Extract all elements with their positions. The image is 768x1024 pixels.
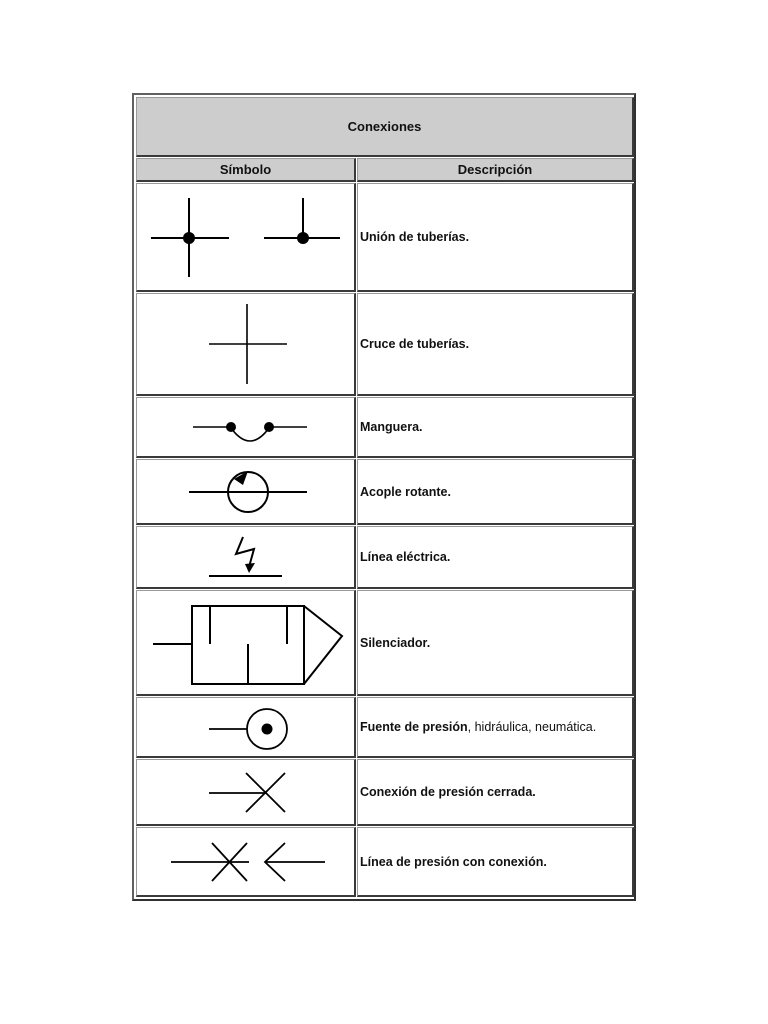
closed-pressure-connection-icon [137, 760, 357, 827]
table-row-description [357, 526, 634, 589]
table-row-symbol [136, 697, 356, 758]
table-row-description [357, 459, 634, 525]
table-row-symbol [136, 293, 356, 396]
table-row-symbol [136, 526, 356, 589]
table-row-symbol [136, 759, 356, 826]
header-symbol: Símbolo [136, 158, 356, 182]
table-row-description [357, 697, 634, 758]
description-text: Línea de presión con conexión. [360, 854, 547, 869]
table-row-description [357, 293, 634, 396]
table-row-description [357, 397, 634, 458]
table-row-symbol [136, 459, 356, 525]
description-text: Manguera. [360, 420, 423, 434]
table-row-symbol [136, 827, 356, 897]
table-title: Conexiones [136, 97, 634, 157]
description-text: Cruce de tuberías. [360, 337, 470, 351]
table-row-symbol [136, 590, 356, 696]
rotary-coupling-icon [137, 460, 357, 526]
description-text: Fuente de presión [360, 720, 468, 734]
hose-icon [137, 398, 357, 459]
description-text: Silenciador. [360, 635, 431, 650]
pressure-line-connection-icon [137, 828, 357, 898]
pipe-crossing-icon [137, 294, 357, 397]
table-row-description [357, 827, 634, 897]
connections-table [132, 93, 636, 901]
header-description: Descripción [357, 158, 634, 182]
pressure-source-icon [137, 698, 357, 759]
description-text: Unión de tuberías. [360, 230, 470, 244]
description-text: Acople rotante. [360, 484, 451, 499]
electric-line-icon [137, 527, 357, 590]
table-row-description [357, 759, 634, 826]
description-text: Línea eléctrica. [360, 550, 451, 564]
description-extra-text: , hidráulica, neumática. [467, 720, 597, 734]
silencer-icon [137, 591, 357, 697]
table-row-symbol [136, 397, 356, 458]
table-row-description [357, 183, 634, 292]
description-text: Conexión de presión cerrada. [360, 785, 536, 799]
table-row-symbol [136, 183, 356, 292]
table-row-description [357, 590, 634, 696]
pipe-junction-icon [137, 184, 357, 293]
